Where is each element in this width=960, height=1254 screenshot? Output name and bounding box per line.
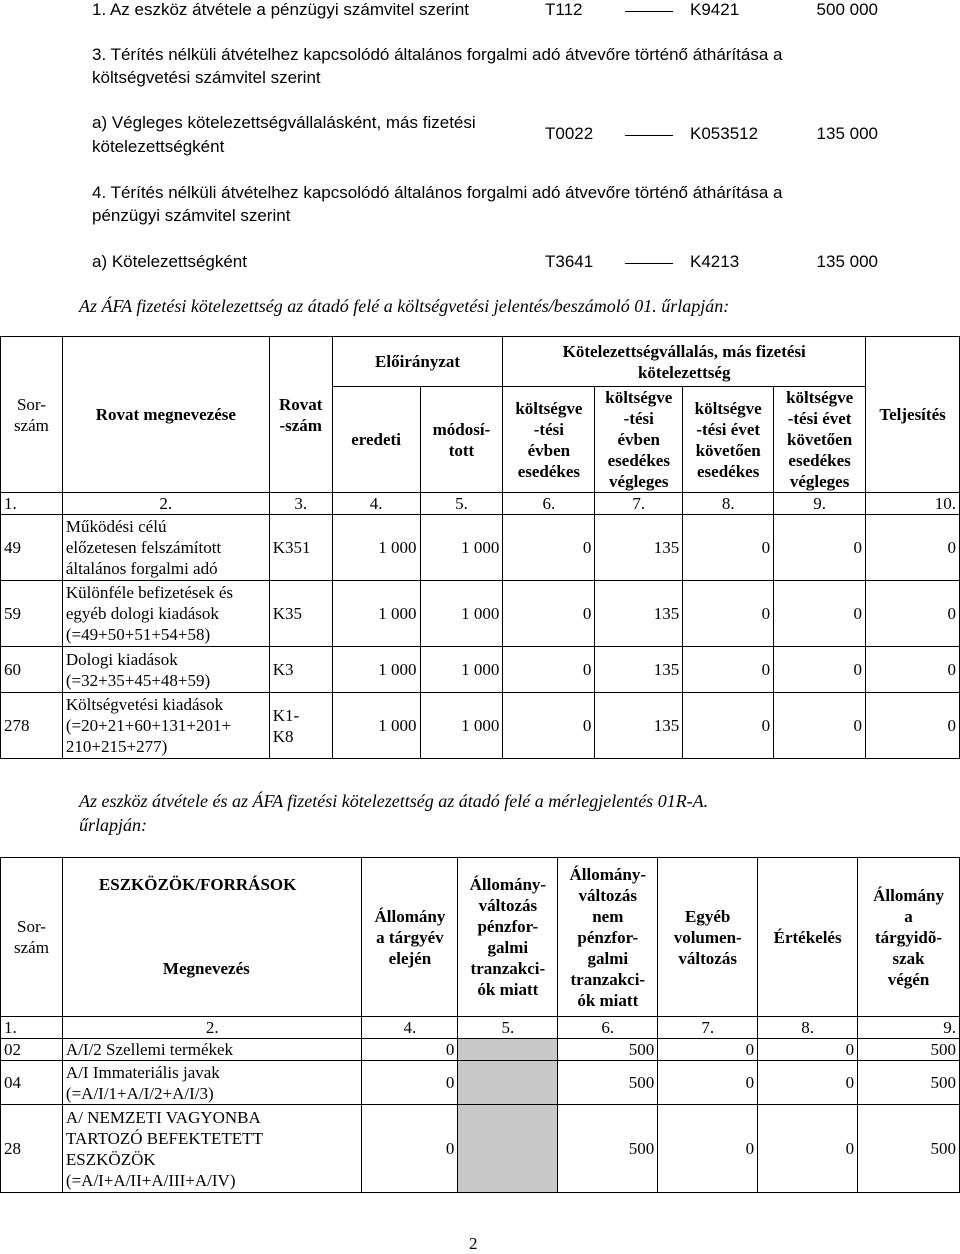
header-sorszam: Sor- szám	[1, 337, 63, 493]
colnum: 1.	[1, 493, 63, 515]
row-name: A/ NEMZETI VAGYONBA TARTOZÓ BEFEKTETETT ESZKÖZÖK (=A/I+A/II+A/III+A/IV)	[62, 1105, 362, 1193]
cell: 1 000	[420, 693, 503, 759]
cell: 1 000	[420, 647, 503, 693]
cell: 0	[503, 515, 595, 581]
cell: 0	[866, 515, 960, 581]
cell: 0	[503, 693, 595, 759]
cell: 500	[858, 1105, 960, 1193]
colnum: 7.	[658, 1017, 758, 1039]
row-rovat: K3	[269, 647, 332, 693]
header-egyeb: Egyéb volumen- változás	[658, 858, 758, 1017]
shaded-cell	[458, 1061, 558, 1105]
section-3-sub-l2: kötelezettségként	[92, 137, 225, 156]
cell: 0	[658, 1039, 758, 1061]
cell: 0	[774, 647, 866, 693]
entry-1-amount: 500 000	[816, 0, 878, 19]
row-sorszam: 02	[1, 1039, 63, 1061]
colnum: 1.	[1, 1017, 63, 1039]
row-name: Működési célú előzetesen felszámított általános forgalmi adó	[62, 515, 269, 581]
row-sorszam: 278	[1, 693, 63, 759]
header-ertekeles: Értékelés	[758, 858, 858, 1017]
cell: 0	[866, 693, 960, 759]
entry-1-text: 1. Az eszköz átvétele a pénzügyi számvitel szerint	[92, 0, 470, 19]
cell: 135	[595, 515, 683, 581]
cell: 0	[866, 647, 960, 693]
section-4-sub: a) Kötelezettségként	[92, 252, 247, 271]
row-sorszam: 60	[1, 647, 63, 693]
column-number-row	[1, 493, 960, 515]
section-3-sub-l1: a) Végleges kötelezettségvállalásként, más fizetési	[92, 113, 476, 132]
table-row	[1, 1039, 960, 1061]
cell: 0	[758, 1061, 858, 1105]
section-4-heading-l1: 4. Térítés nélküli átvételhez kapcsolódó általános forgalmi adó átvevőre történő áthárítása a	[92, 183, 783, 202]
cell: 0	[683, 693, 774, 759]
section-3-debit: T0022	[545, 124, 594, 143]
row-name: Különféle befizetések és egyéb dologi kiadások (=49+50+51+54+58)	[62, 581, 269, 647]
section-3-credit: K053512	[690, 124, 759, 143]
balance-sheet-table	[0, 857, 960, 1193]
cell: 0	[774, 581, 866, 647]
row-name: Költségvetési kiadások (=20+21+60+131+201+ 210+215+277)	[62, 693, 269, 759]
cell: 135	[595, 693, 683, 759]
cell: 500	[858, 1061, 960, 1105]
entry-1	[92, 0, 469, 20]
cell: 0	[362, 1105, 458, 1193]
cell: 1 000	[332, 693, 420, 759]
colnum: 10.	[866, 493, 960, 515]
cell: 1 000	[332, 515, 420, 581]
colnum: 2.	[62, 1017, 362, 1039]
row-rovat: K351	[269, 515, 332, 581]
colnum: 4.	[332, 493, 420, 515]
section-4-credit: K4213	[690, 252, 740, 271]
header-nem-penzforgalmi: Állomány- változás nem pénzfor- galmi tranzakci- ók miatt	[558, 858, 658, 1017]
cell: 1 000	[420, 515, 503, 581]
note-2-l2: űrlapján:	[79, 815, 148, 835]
cell: 0	[774, 515, 866, 581]
cell: 135	[595, 581, 683, 647]
cell: 0	[658, 1105, 758, 1193]
note-2-l1: Az eszköz átvétele és az ÁFA fizetési kötelezettség az átadó felé a mérlegjelentés 01R-A.	[79, 791, 709, 811]
header-rovat-megnevezese: Rovat megnevezése	[62, 337, 269, 493]
cell: 500	[558, 1061, 658, 1105]
cell: 1 000	[332, 581, 420, 647]
cell: 0	[683, 647, 774, 693]
header-eszkozok: ESZKÖZÖK/FORRÁSOK	[98, 875, 297, 894]
cell: 0	[362, 1061, 458, 1105]
section-3-amount: 135 000	[816, 124, 878, 143]
header-allomany-eleje: Állomány a tárgyév elején	[362, 858, 458, 1017]
colnum: 5.	[420, 493, 503, 515]
shaded-cell	[458, 1039, 558, 1061]
header-sorszam: Sor- szám	[1, 858, 63, 1017]
header-teljesites: Teljesítés	[866, 337, 960, 493]
colnum: 9.	[774, 493, 866, 515]
cell: 0	[683, 515, 774, 581]
cell: 135	[595, 647, 683, 693]
row-rovat: K1- K8	[269, 693, 332, 759]
header-eszkozok-cell	[62, 858, 362, 1017]
colnum: 6.	[503, 493, 595, 515]
table-row	[1, 1061, 960, 1105]
table-row	[1, 581, 960, 647]
header-allomany-vege: Állomány a tárgyidõ- szak végén	[858, 858, 960, 1017]
cell: 0	[758, 1105, 858, 1193]
section-4-amount: 135 000	[816, 252, 878, 271]
cell: 0	[866, 581, 960, 647]
table-row	[1, 693, 960, 759]
header-eloiranyzat: Előirányzat	[332, 337, 503, 387]
section-4-heading-l2: pénzügyi számvitel szerint	[92, 206, 291, 225]
row-name: A/I Immateriális javak (=A/I/1+A/I/2+A/I/3)	[62, 1061, 362, 1105]
header-k1: költségve -tési évben esedékes	[503, 387, 595, 493]
header-eredeti: eredeti	[332, 387, 420, 493]
header-k2: költségve -tési évben esedékes végleges	[595, 387, 683, 493]
cell: 500	[558, 1039, 658, 1061]
colnum: 2.	[62, 493, 269, 515]
colnum: 9.	[858, 1017, 960, 1039]
cell: 0	[683, 581, 774, 647]
section-3-heading-l2: költségvetési számvitel szerint	[92, 68, 321, 87]
row-name: Dologi kiadások (=32+35+45+48+59)	[62, 647, 269, 693]
cell: 1 000	[332, 647, 420, 693]
row-rovat: K35	[269, 581, 332, 647]
dash	[625, 11, 673, 12]
entry-1-credit: K9421	[690, 0, 740, 19]
colnum: 5.	[458, 1017, 558, 1039]
header-k3: költségve -tési évet követően esedékes	[683, 387, 774, 493]
table-row	[1, 647, 960, 693]
row-sorszam: 49	[1, 515, 63, 581]
page-number: 2	[469, 1234, 478, 1253]
header-penzforgalmi: Állomány- változás pénzfor- galmi tranzakci- ók miatt	[458, 858, 558, 1017]
header-modositott: módosí- tott	[420, 387, 503, 493]
shaded-cell	[458, 1105, 558, 1193]
header-rovat-szam: Rovat -szám	[269, 337, 332, 493]
colnum: 7.	[595, 493, 683, 515]
column-number-row	[1, 1017, 960, 1039]
colnum: 4.	[362, 1017, 458, 1039]
header-megnevezes: Megnevezés	[162, 959, 250, 978]
section-4-debit: T3641	[545, 252, 594, 271]
note-1: Az ÁFA fizetési kötelezettség az átadó felé a költségvetési jelentés/beszámoló 01. űrlapján:	[79, 296, 730, 316]
cell: 1 000	[420, 581, 503, 647]
section-3-heading-l1: 3. Térítés nélküli átvételhez kapcsolódó általános forgalmi adó átvevőre történő áthárítása a	[92, 45, 783, 64]
table-row	[1, 515, 960, 581]
cell: 0	[362, 1039, 458, 1061]
cell: 0	[658, 1061, 758, 1105]
dash	[625, 263, 673, 264]
colnum: 3.	[269, 493, 332, 515]
cell: 500	[858, 1039, 960, 1061]
entry-1-debit: T112	[545, 0, 583, 19]
table-row	[1, 1105, 960, 1193]
budget-report-table	[0, 336, 960, 759]
header-kotelezettsegvallalas: Kötelezettségvállalás, más fizetési kötelezettség	[503, 337, 866, 387]
cell: 0	[774, 693, 866, 759]
cell: 500	[558, 1105, 658, 1193]
cell: 0	[758, 1039, 858, 1061]
row-sorszam: 59	[1, 581, 63, 647]
row-name: A/I/2 Szellemi termékek	[62, 1039, 362, 1061]
colnum: 8.	[683, 493, 774, 515]
cell: 0	[503, 581, 595, 647]
row-sorszam: 28	[1, 1105, 63, 1193]
colnum: 6.	[558, 1017, 658, 1039]
cell: 0	[503, 647, 595, 693]
header-k4: költségve -tési évet követően esedékes végleges	[774, 387, 866, 493]
row-sorszam: 04	[1, 1061, 63, 1105]
colnum: 8.	[758, 1017, 858, 1039]
dash	[625, 135, 673, 136]
